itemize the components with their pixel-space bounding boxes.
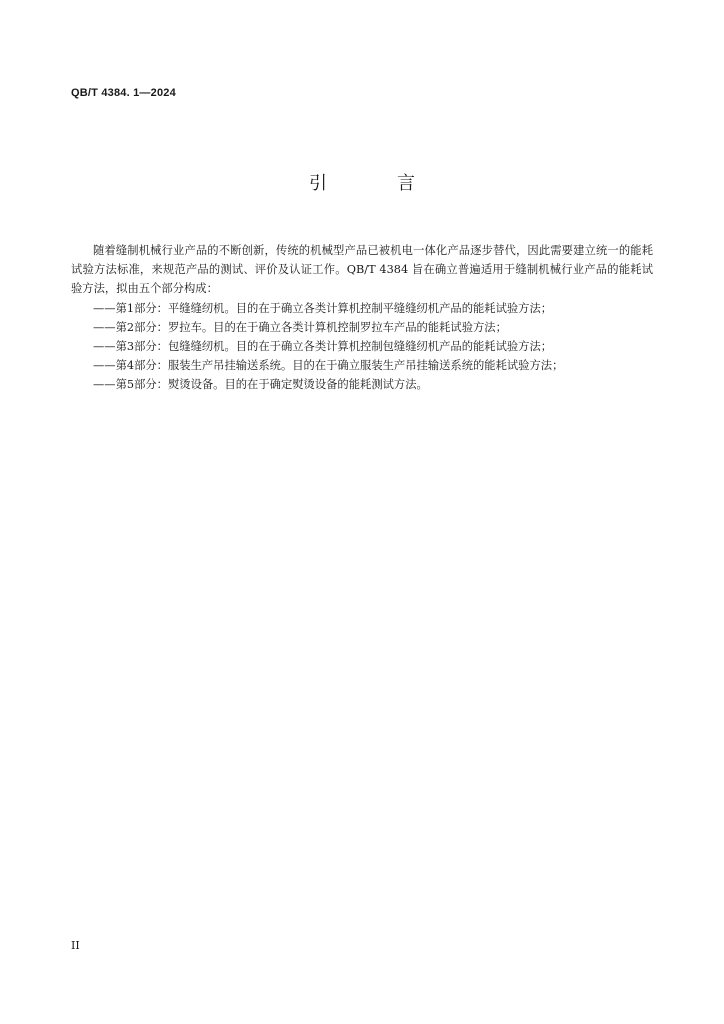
list-item: ——第3部分：包缝缝纫机。目的在于确立各类计算机控制包缝缝纫机产品的能耗试验方法； (93, 340, 553, 354)
section-title: 引 言 (309, 173, 441, 194)
introduction-body (71, 241, 653, 395)
list-item: ——第4部分：服装生产吊挂输送系统。目的在于确立服装生产吊挂输送系统的能耗试验方法； (93, 359, 564, 373)
page-number: II (71, 939, 80, 952)
list-item: ——第2部分：罗拉车。目的在于确立各类计算机控制罗拉车产品的能耗试验方法； (93, 320, 507, 334)
intro-paragraph: 随着缝制机械行业产品的不断创新，传统的机械型产品已被机电一体化产品逐步替代，因此需要建立统一的能耗试验方法标准，来规范产品的测试、评价及认证工作。QB/T 4384 旨在确立普遍适用于缝制机械行业产品的能耗试验方法，拟由五个部分构成： (71, 244, 653, 296)
list-item: ——第5部分：熨烫设备。目的在于确定熨烫设备的能耗测试方法。 (93, 378, 428, 392)
standard-code: QB/T 4384. 1—2024 (71, 87, 176, 99)
list-item: ——第1部分：平缝缝纫机。目的在于确立各类计算机控制平缝缝纫机产品的能耗试验方法； (93, 301, 553, 315)
parts-list (71, 299, 653, 395)
